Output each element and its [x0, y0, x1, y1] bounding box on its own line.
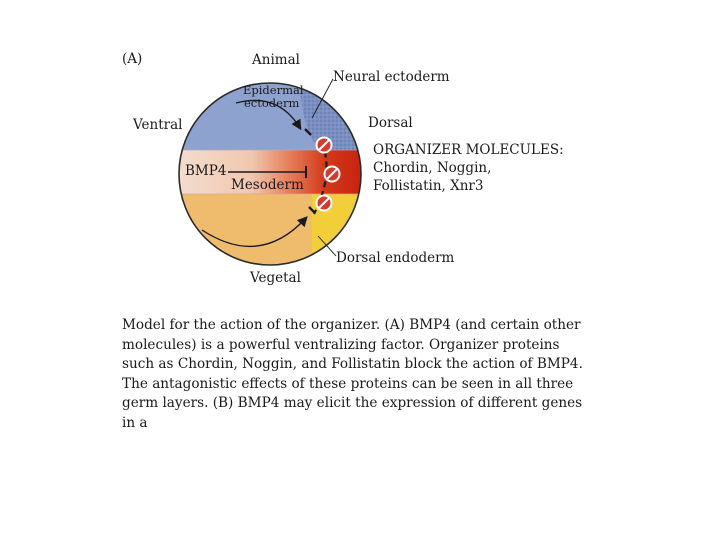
organizer-heading: ORGANIZER MOLECULES:	[373, 142, 564, 158]
dorsal-label: Dorsal	[368, 115, 413, 131]
neural-ectoderm-label: Neural ectoderm	[333, 69, 450, 85]
organizer-line-2: Follistatin, Xnr3	[373, 178, 484, 194]
panel-label: (A)	[122, 51, 143, 67]
bmp4-label: BMP4	[185, 163, 227, 179]
mesoderm-label: Mesoderm	[231, 177, 304, 193]
ventral-label: Ventral	[133, 117, 183, 133]
organizer-line-1: Chordin, Noggin,	[373, 160, 492, 176]
epidermal-label: Epidermal	[243, 83, 304, 97]
vegetal-label: Vegetal	[250, 270, 301, 286]
figure-caption: Model for the action of the organizer. (A) BMP4 (and certain other molecules) is a powerful ventralizing factor. Organizer proteins such as Chordin, Noggin, and Follistatin block the action of BMP4. The antagonistic effects of these proteins can be seen in all three germ layers. (B) BMP4 may elicit the expression of different genes in a	[122, 317, 583, 431]
ectoderm-label: ectoderm	[244, 96, 300, 110]
animal-label: Animal	[252, 52, 300, 68]
dorsal-endoderm-label: Dorsal endoderm	[336, 250, 455, 266]
